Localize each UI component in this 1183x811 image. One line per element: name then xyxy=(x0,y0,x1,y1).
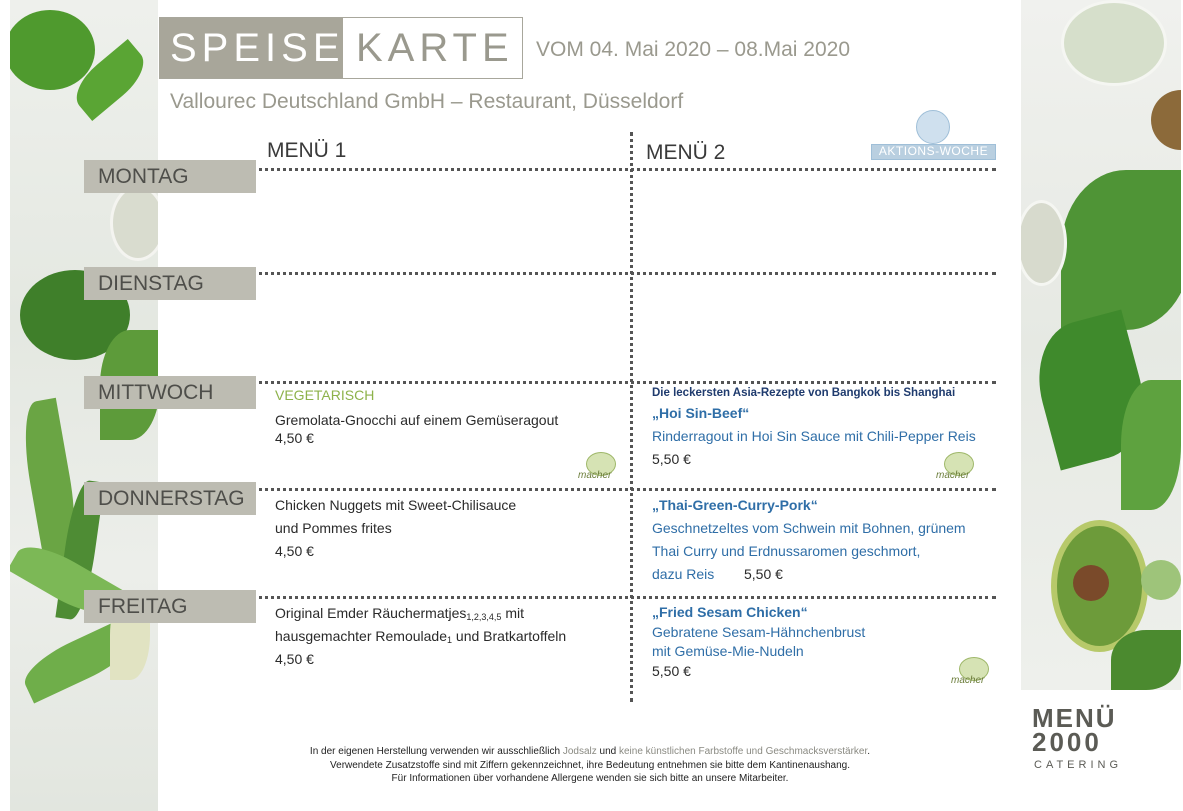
asia-seal-icon xyxy=(916,110,950,144)
footer-line-1 xyxy=(160,746,1020,758)
donnerstag-m2-line1: Geschnetzeltes vom Schwein mit Bohnen, grünem xyxy=(652,520,966,536)
row-line-donnerstag xyxy=(234,488,996,491)
freitag-m1-line1-end: mit xyxy=(501,605,524,621)
macher-seal-icon xyxy=(951,657,995,691)
donnerstag-m1-line1: Chicken Nuggets mit Sweet-Chilisauce xyxy=(275,497,517,513)
day-label-donnerstag: DONNERSTAG xyxy=(84,482,256,515)
day-label-dienstag: DIENSTAG xyxy=(84,267,256,300)
donnerstag-m2-line3: dazu Reis xyxy=(652,566,715,582)
day-label-freitag: FREITAG xyxy=(84,590,256,623)
freitag-m2-price: 5,50 € xyxy=(652,663,691,679)
menu1-header: MENÜ 1 xyxy=(267,139,347,162)
donnerstag-m1-price: 4,50 € xyxy=(275,543,314,559)
day-label-montag: MONTAG xyxy=(84,160,256,193)
row-line-dienstag xyxy=(234,272,996,275)
footer-jodsalz: Jodsalz xyxy=(562,746,597,757)
freitag-m2-line2: mit Gemüse-Mie-Nudeln xyxy=(652,643,804,659)
donnerstag-m2-line2: Thai Curry und Erdnussaromen geschmort, xyxy=(652,543,921,559)
freitag-m1-line2-text: hausgemachter Remoulade xyxy=(275,628,447,644)
freitag-m1-line1 xyxy=(275,605,524,622)
mittwoch-m2-price: 5,50 € xyxy=(652,451,691,467)
row-line-montag xyxy=(234,168,996,171)
mittwoch-m1-price: 4,50 € xyxy=(275,430,314,446)
title-karte: KARTE xyxy=(356,26,514,70)
macher-seal-icon xyxy=(936,452,980,486)
mittwoch-m1-tag: VEGETARISCH xyxy=(275,387,375,403)
column-divider xyxy=(630,132,633,702)
seal-label: macher xyxy=(936,470,970,481)
freitag-m2-name: „Fried Sesam Chicken“ xyxy=(652,604,808,620)
donnerstag-m1-line2: und Pommes frites xyxy=(275,520,392,536)
footer-additives: keine künstlichen Farbstoffe und Geschmacksverstärker xyxy=(619,746,868,757)
footer-text-b: und xyxy=(596,746,619,757)
allergen-sub: 1,2,3,4,5 xyxy=(466,612,502,622)
title-speise: SPEISE xyxy=(170,26,345,70)
footer-text-d: . xyxy=(867,746,871,757)
footer-line-3: Für Informationen über vorhandene Allergene wenden sie sich bitte an unsere Mitarbeiter. xyxy=(391,773,789,784)
logo-line2: 2000 xyxy=(1032,727,1102,757)
freitag-m1-line2 xyxy=(275,628,566,645)
logo-line1: MENÜ xyxy=(1032,703,1117,733)
mittwoch-m2-name: „Hoi Sin-Beef“ xyxy=(652,405,750,421)
title-box xyxy=(159,17,523,79)
seal-label: macher xyxy=(951,675,985,686)
aktions-woche-label: AKTIONS-WOCHE xyxy=(871,144,996,160)
donnerstag-m2-price: 5,50 € xyxy=(744,566,783,582)
freitag-m1-line1-text: Original Emder Räuchermatjes xyxy=(275,605,467,621)
menu2000-logo xyxy=(1030,704,1150,776)
freitag-m1-price: 4,50 € xyxy=(275,651,314,667)
mittwoch-m1-dish: Gremolata-Gnocchi auf einem Gemüseragout xyxy=(275,412,559,428)
mittwoch-m2-desc: Rinderragout in Hoi Sin Sauce mit Chili-Pepper Reis xyxy=(652,428,976,444)
freitag-m2-line1: Gebratene Sesam-Hähnchenbrust xyxy=(652,624,866,640)
logo-line3: CATERING xyxy=(1034,759,1123,771)
row-line-mittwoch xyxy=(234,381,996,384)
macher-seal-icon xyxy=(578,452,622,486)
vegetable-photo-right xyxy=(1021,0,1181,690)
seal-label: macher xyxy=(578,470,612,481)
allergen-sub: 1 xyxy=(447,635,453,645)
row-line-freitag xyxy=(234,596,996,599)
restaurant-subtitle: Vallourec Deutschland GmbH – Restaurant, Düsseldorf xyxy=(170,90,684,113)
day-label-mittwoch: MITTWOCH xyxy=(84,376,256,409)
footer-line-2: Verwendete Zusatzstoffe sind mit Ziffern gekennzeichnet, ihre Bedeutung entnehmen sie bitte dem Kantinenaushang. xyxy=(330,760,850,771)
donnerstag-m2-name: „Thai-Green-Curry-Pork“ xyxy=(652,497,818,513)
footer-text-a: In der eigenen Herstellung verwenden wir ausschließlich xyxy=(309,746,563,757)
date-range: VOM 04. Mai 2020 – 08.Mai 2020 xyxy=(536,38,851,61)
freitag-m1-line2-end: und Bratkartoffeln xyxy=(452,628,567,644)
mittwoch-m2-promo: Die leckersten Asia-Rezepte von Bangkok bis Shanghai xyxy=(652,387,956,399)
aktions-woche-badge xyxy=(871,110,996,162)
menu2-header: MENÜ 2 xyxy=(646,141,726,164)
